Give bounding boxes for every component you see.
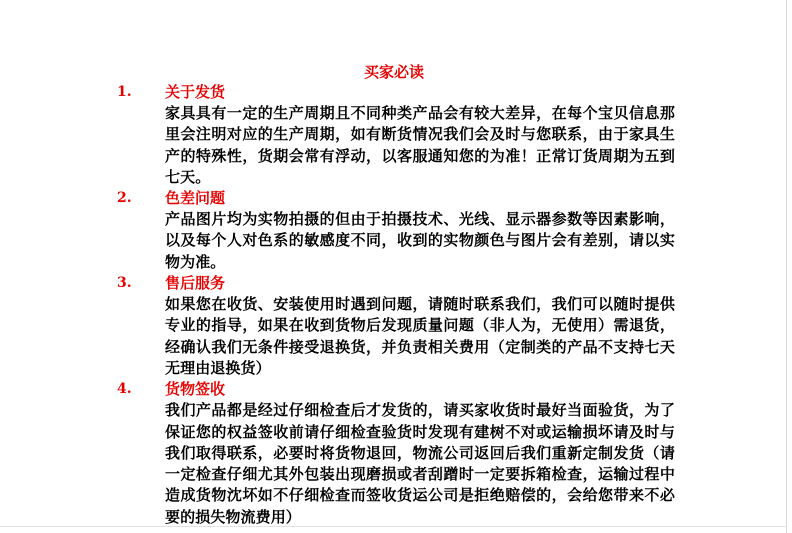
section-heading: 色差问题 [165,189,226,208]
section-heading: 关于发货 [165,83,226,101]
section-after-sales [0,273,675,379]
notice-sections [0,82,788,528]
section-body: 家具具有一定的生产周期且不同种类产品会有较大差异，在每个宝贝信息那里会注明对应的生产周期，如有断货情况我们会及时与您联系，由于家具生产的特殊性，货期会常有浮动，以客服通知您的为准！正常订货周期为五到七天。 [165,104,675,186]
section-body: 我们产品都是经过仔细检查后才发货的，请买家收货时最好当面验货，为了保证您的权益签收前请仔细检查验货时发现有建树不对或运输损坏请及时与我们取得联系，必要时将货物退回，物流公司返回后我们重新定制发货（请一定检查仔细尤其外包装出现磨损或者刮蹭时一定要拆箱检查，运输过程中造成货物沈坏如不仔细检查而签收货运公司是拒绝赔偿的，会给您带来不必要的损失物流费用） [165,401,675,526]
section-number: 4. [117,381,132,398]
section-body: 如果您在收货、安装使用时遇到问题，请随时联系我们，我们可以随时提供专业的指导，如果在收到货物后发现质量问题（非人为，无使用）需退货，经确认我们无条件接受退换货，并负责相关费用（定制类的产品不支持七天无理由退换货） [165,295,675,377]
section-number: 2. [117,190,132,207]
section-heading: 售后服务 [165,274,226,293]
section-heading: 货物签收 [165,380,226,399]
section-number: 3. [117,275,132,292]
section-number: 1. [117,84,132,100]
section-body: 产品图片均为实物拍摄的但由于拍摄技术、光线、显示器参数等因素影响，以及每个人对色系的敏感度不同，收到的实物颜色与图片会有差别，请以实物为准。 [165,210,675,271]
section-shipping [0,82,675,188]
section-color-difference [0,188,675,273]
section-receipt [0,379,675,528]
document-title: 买家必读 [363,63,424,81]
